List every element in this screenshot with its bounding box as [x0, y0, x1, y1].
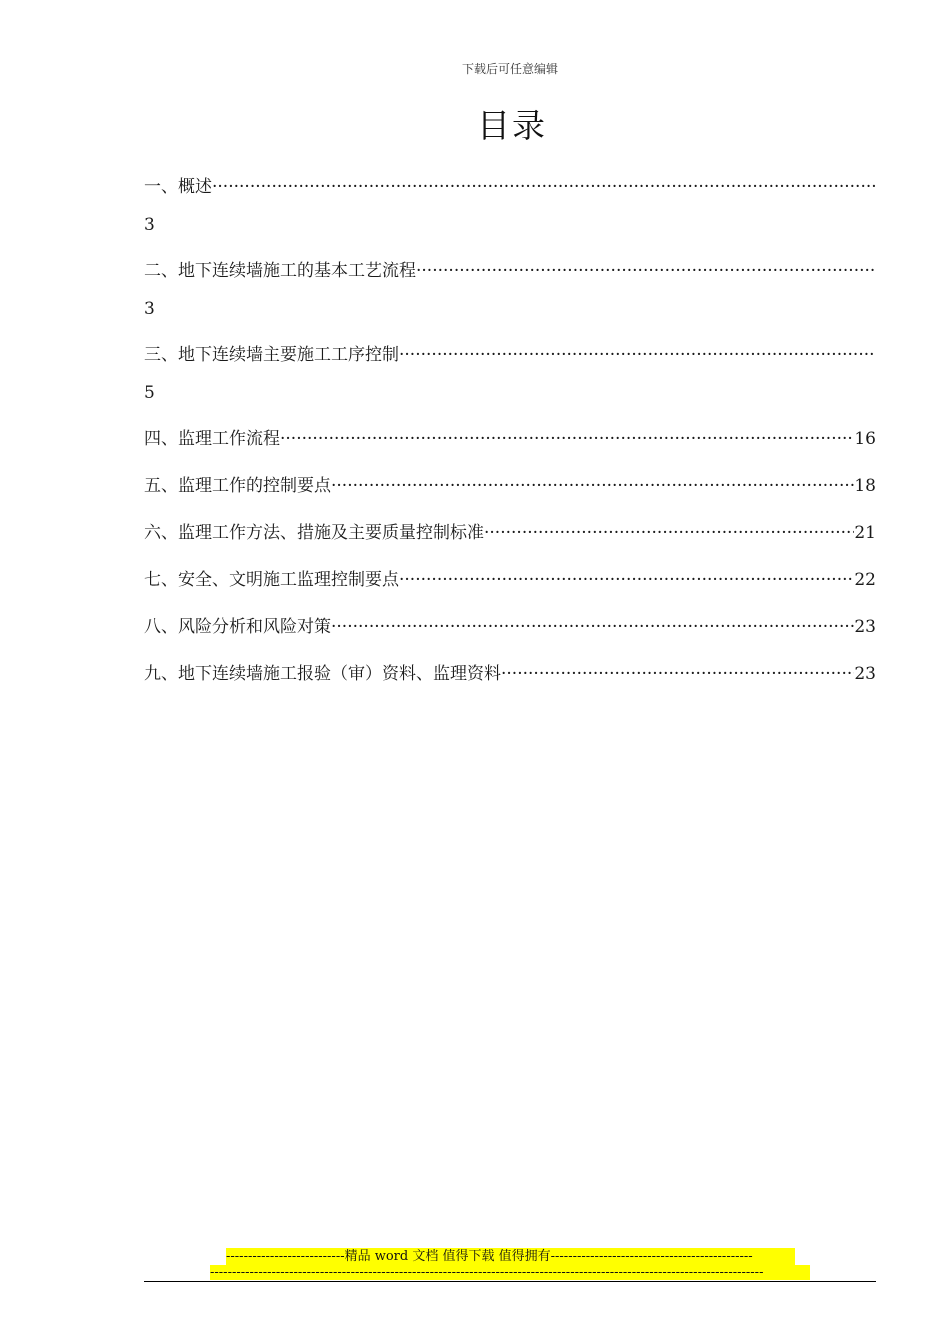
toc-leader-dots	[280, 424, 854, 454]
toc-entry-label: 五、监理工作的控制要点	[144, 476, 331, 496]
toc-leader-dots	[331, 471, 854, 501]
toc-entry[interactable]	[144, 172, 876, 256]
footer-dash-line: ------------------------------------------------------------------------------------------------------------------------------	[210, 1265, 810, 1280]
toc-entry-label: 六、监理工作方法、措施及主要质量控制标准	[144, 523, 484, 543]
toc-entry-label: 一、概述	[144, 177, 212, 197]
page-header-note: 下载后可任意编辑	[461, 62, 558, 76]
toc-entry-page: 18	[854, 476, 876, 496]
toc-entry[interactable]	[144, 424, 876, 471]
toc-leader-dots	[416, 256, 876, 286]
footer-divider	[144, 1281, 876, 1282]
toc-entry-label: 八、风险分析和风险对策	[144, 617, 331, 637]
toc-entry[interactable]	[144, 340, 876, 424]
toc-entry-page: 5	[144, 383, 155, 403]
toc-entry[interactable]	[144, 471, 876, 518]
toc-entry-label: 四、监理工作流程	[144, 429, 280, 449]
footer-promo-text: ---------------------------精品 word 文档 值得下载 值得拥有----------------------------------------------	[226, 1248, 795, 1265]
toc-entry[interactable]	[144, 518, 876, 565]
table-of-contents	[144, 172, 876, 706]
toc-leader-dots	[399, 340, 876, 370]
toc-entry-label: 三、地下连续墙主要施工工序控制	[144, 345, 399, 365]
toc-leader-dots	[331, 612, 854, 642]
toc-entry-label: 七、安全、文明施工监理控制要点	[144, 570, 399, 590]
toc-entry-label: 二、地下连续墙施工的基本工艺流程	[144, 261, 416, 281]
toc-entry-page: 21	[854, 523, 876, 543]
toc-entry-page: 22	[854, 570, 876, 590]
toc-leader-dots	[501, 659, 854, 689]
toc-entry-page: 3	[144, 215, 155, 235]
toc-entry-page: 23	[854, 664, 876, 684]
toc-leader-dots	[484, 518, 854, 548]
toc-entry-page: 23	[854, 617, 876, 637]
toc-entry-page: 3	[144, 299, 155, 319]
page-title: 目录	[477, 106, 547, 145]
toc-entry[interactable]	[144, 256, 876, 340]
toc-entry-page: 16	[854, 429, 876, 449]
toc-leader-dots	[399, 565, 854, 595]
toc-leader-dots	[212, 172, 876, 202]
toc-entry-label: 九、地下连续墙施工报验（审）资料、监理资料	[144, 664, 501, 684]
toc-entry[interactable]	[144, 659, 876, 706]
toc-entry[interactable]	[144, 565, 876, 612]
toc-entry[interactable]	[144, 612, 876, 659]
